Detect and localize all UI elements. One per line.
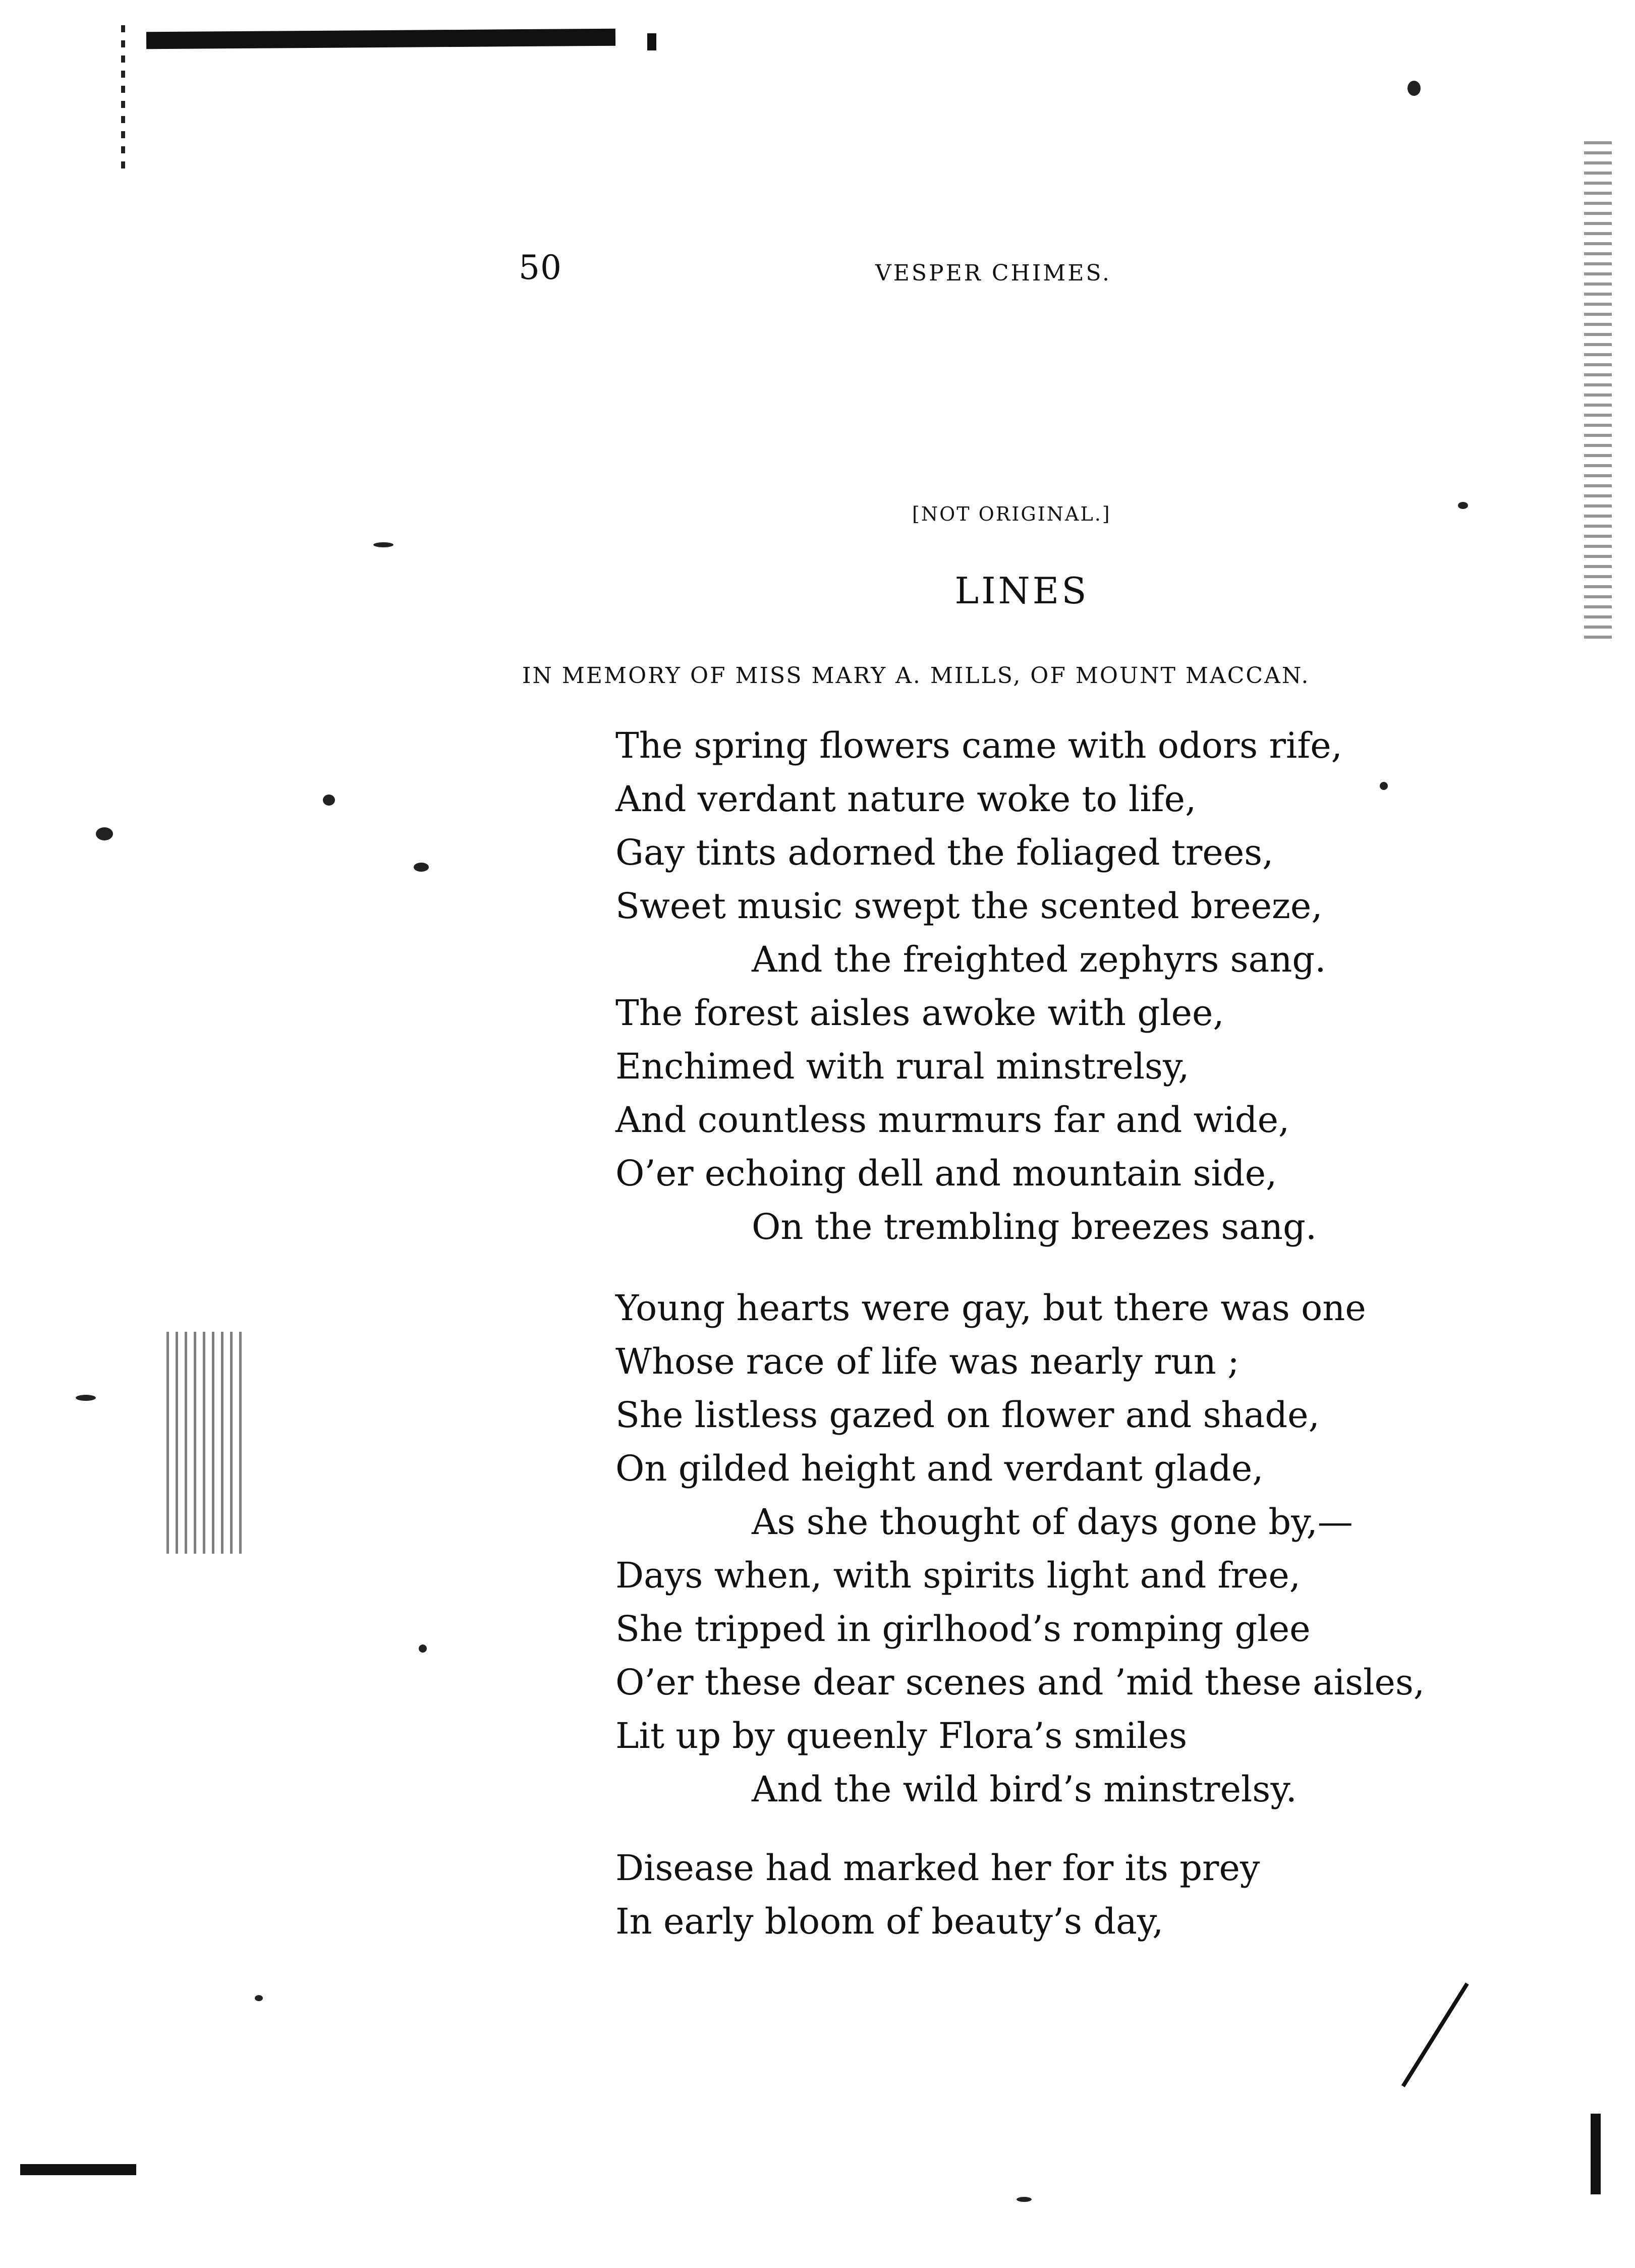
poem-line: O’er echoing dell and mountain side,	[615, 1153, 1277, 1194]
poem-line: Days when, with spirits light and free,	[615, 1555, 1301, 1596]
poem-line: And countless murmurs far and wide,	[615, 1099, 1290, 1141]
poem-line: And the wild bird’s minstrelsy.	[752, 1769, 1297, 1810]
scan-artifact-pen-stroke	[1401, 1982, 1469, 2087]
scan-speck	[419, 1645, 427, 1653]
poem-line: On the trembling breezes sang.	[752, 1206, 1317, 1248]
scan-artifact-left-block	[166, 1332, 242, 1554]
poem-line: Whose race of life was nearly run ;	[615, 1341, 1239, 1382]
poem-line: Young hearts were gay, but there was one	[615, 1287, 1366, 1329]
scan-speck	[1458, 502, 1468, 509]
poem-line: The spring flowers came with odors rife,	[615, 725, 1342, 766]
poem-stanza	[615, 1281, 1425, 1816]
scan-speck	[96, 827, 113, 840]
poem-line: Gay tints adorned the foliaged trees,	[615, 832, 1274, 873]
poem-line: And verdant nature woke to life,	[615, 778, 1197, 820]
poem-note: [NOT ORIGINAL.]	[912, 503, 1111, 525]
poem-line: Sweet music swept the scented breeze,	[615, 885, 1323, 927]
poem-line: She listless gazed on flower and shade,	[615, 1394, 1320, 1436]
scan-speck	[255, 1995, 263, 2001]
scan-artifact-bottom-bar	[20, 2164, 136, 2175]
scan-artifact-top-mark	[647, 33, 656, 50]
poem-line: On gilded height and verdant glade,	[615, 1448, 1264, 1489]
poem-stanza	[615, 1841, 1260, 1948]
poem-line: As she thought of days gone by,—	[752, 1501, 1353, 1543]
scan-speck	[414, 863, 429, 872]
poem-line: Enchimed with rural minstrelsy,	[615, 1046, 1190, 1087]
page-number: 50	[519, 248, 562, 287]
scan-speck	[323, 795, 335, 806]
scan-speck	[76, 1395, 96, 1401]
poem-line: O’er these dear scenes and ’mid these aisles,	[615, 1662, 1425, 1703]
poem-line: And the freighted zephyrs sang.	[752, 939, 1326, 980]
poem-stanza	[615, 719, 1342, 1254]
scan-artifact-right-bottom	[1591, 2114, 1601, 2194]
poem-line: She tripped in girlhood’s romping glee	[615, 1608, 1311, 1650]
scan-speck	[1407, 81, 1421, 96]
poem-line: In early bloom of beauty’s day,	[615, 1901, 1164, 1942]
poem-subtitle: IN MEMORY OF MISS MARY A. MILLS, OF MOUNT MACCAN.	[522, 663, 1310, 689]
running-title: VESPER CHIMES.	[875, 260, 1112, 286]
poem-line: The forest aisles awoke with glee,	[615, 992, 1224, 1034]
scan-speck	[1017, 2197, 1032, 2202]
scan-speck	[373, 542, 393, 547]
poem-title: LINES	[954, 570, 1089, 612]
poem-line: Disease had marked her for its prey	[615, 1847, 1260, 1889]
scan-artifact-right-edge	[1584, 141, 1612, 646]
poem-line: Lit up by queenly Flora’s smiles	[615, 1715, 1188, 1756]
scan-artifact-left-edge	[121, 25, 125, 177]
scan-speck	[1380, 782, 1388, 790]
scan-artifact-top-bar	[146, 29, 615, 49]
